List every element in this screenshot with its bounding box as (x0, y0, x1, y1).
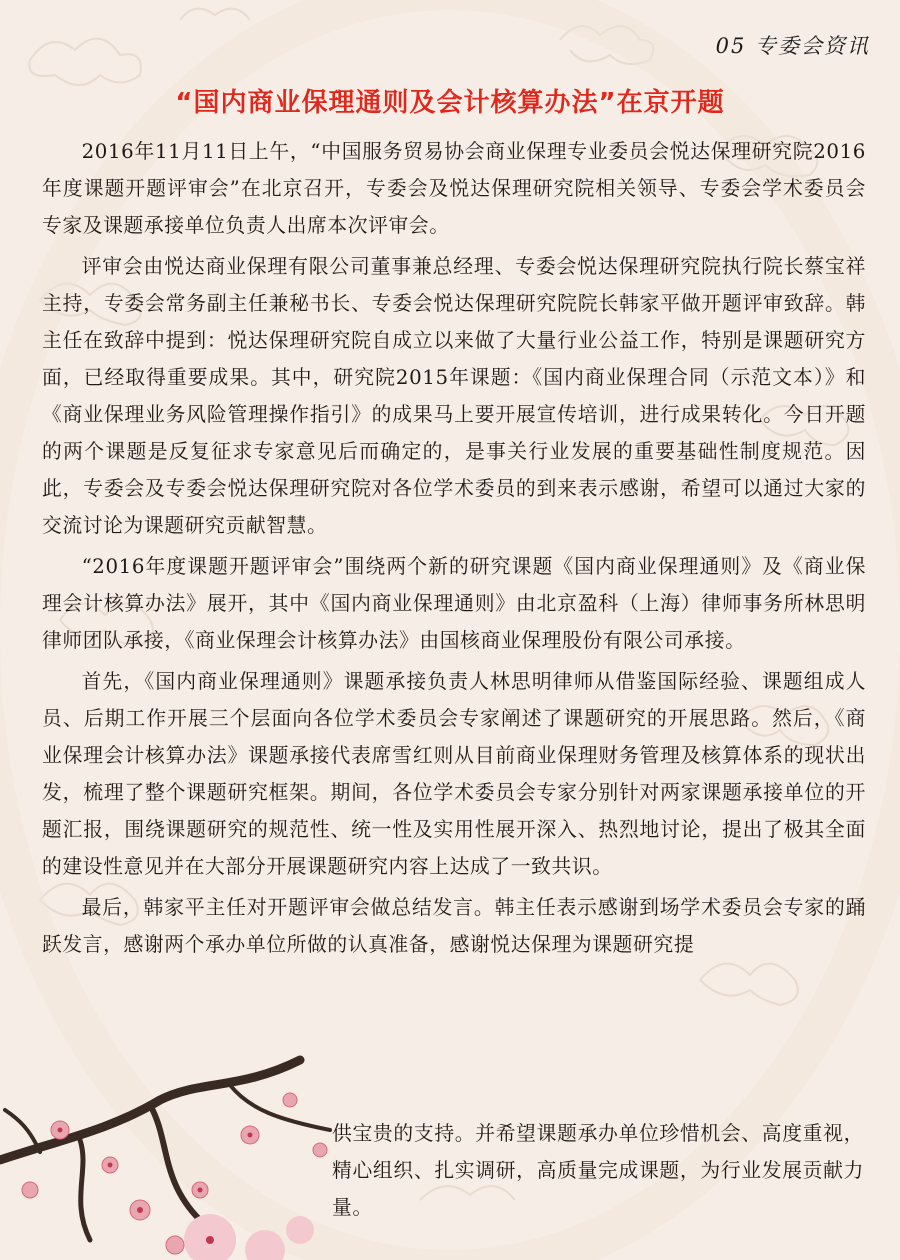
article-title: “国内商业保理通则及会计核算办法”在京开题 (175, 88, 725, 118)
article-body (42, 133, 866, 963)
section-header-label: 05 专委会资讯 (715, 34, 870, 58)
paragraph-4: 首先，《国内商业保理通则》课题承接负责人林思明律师从借鉴国际经验、课题组成人员、后期工作开展三个层面向各位学术委员会专家阐述了课题研究的开展思路。然后，《商业保理会计核算办法》课题承接代表席雪红则从目前商业保理财务管理及核算体系的现状出发，梳理了整个课题研究框架。期间，各位学术委员会专家分别针对两家课题承接单位的开题汇报，围绕课题研究的规范性、统一性及实用性展开深入、热烈地讨论，提出了极其全面的建设性意见并在大部分开展课题研究内容上达成了一致共识。 (42, 670, 866, 878)
paragraph-3: “2016年度课题开题评审会”围绕两个新的研究课题《国内商业保理通则》及《商业保理会计核算办法》展开，其中《国内商业保理通则》由北京盈科（上海）律师事务所林思明律师团队承接，《商业保理会计核算办法》由国核商业保理股份有限公司承接。 (42, 555, 866, 652)
paragraph-5: 最后，韩家平主任对开题评审会做总结发言。韩主任表示感谢到场学术委员会专家的踊跃发言，感谢两个承办单位所做的认真准备，感谢悦达保理为课题研究提 (42, 896, 866, 956)
paragraph-5-continued: 供宝贵的支持。并希望课题承办单位珍惜机会、高度重视，精心组织、扎实调研，高质量完成课题，为行业发展贡献力量。 (332, 1122, 864, 1219)
plum-blossom-branch-illustration (0, 1040, 360, 1260)
paragraph-2: 评审会由悦达商业保理有限公司董事兼总经理、专委会悦达保理研究院执行院长蔡宝祥主持，专委会常务副主任兼秘书长、专委会悦达保理研究院院长韩家平做开题评审致辞。韩主任在致辞中提到：悦达保理研究院自成立以来做了大量行业公益工作，特别是课题研究方面，已经取得重要成果。其中，研究院2015年课题：《国内商业保理合同（示范文本）》和《商业保理业务风险管理操作指引》的成果马上要开展宣传培训，进行成果转化。今日开题的两个课题是反复征求专家意见后而确定的，是事关行业发展的重要基础性制度规范。因此，专委会及专委会悦达保理研究院对各位学术委员的到来表示感谢，希望可以通过大家的交流讨论为课题研究贡献智慧。 (42, 255, 866, 537)
paragraph-1: 2016年11月11日上午，“中国服务贸易协会商业保理专业委员会悦达保理研究院2016年度课题开题评审会”在北京召开，专委会及悦达保理研究院相关领导、专委会学术委员会专家及课题承接单位负责人出席本次评审会。 (42, 140, 866, 237)
